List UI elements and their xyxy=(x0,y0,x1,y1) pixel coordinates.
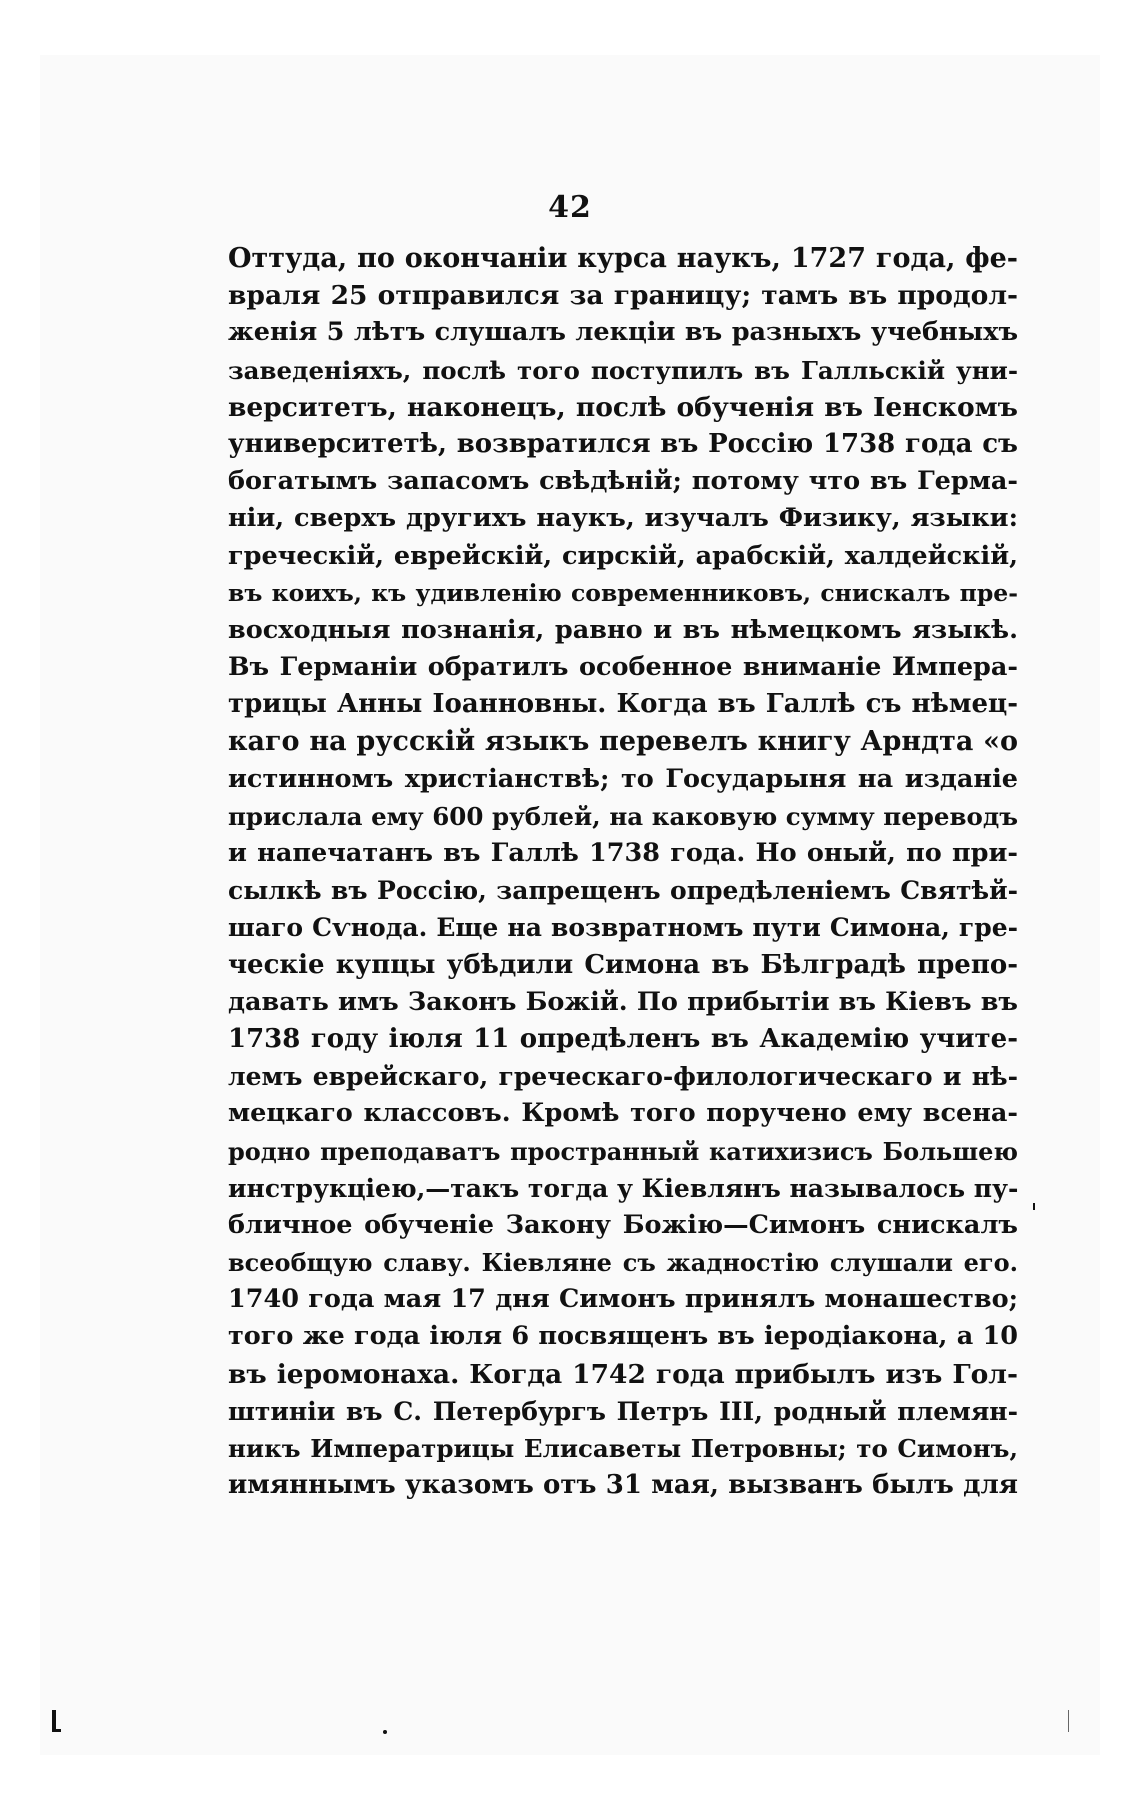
scan-artifact-right xyxy=(1068,1710,1069,1732)
text-line: враля 25 отправился за границу; тамъ въ продол- xyxy=(228,280,1018,312)
text-line: греческій, еврейскій, сирскій, арабскій, халдейскій, xyxy=(228,540,1018,571)
text-line: 1738 году іюля 11 опредѣленъ въ Академію учите- xyxy=(228,1023,1018,1054)
scan-artifact-left xyxy=(52,1710,56,1732)
body-text xyxy=(228,240,1018,1504)
scan-artifact-dot xyxy=(383,1730,387,1734)
text-line: университетѣ, возвратился въ Россію 1738 года съ xyxy=(228,428,1018,459)
text-line: трицы Анны Іоанновны. Когда въ Галлѣ съ нѣмец- xyxy=(228,689,1018,720)
text-line: женія 5 лѣтъ слушалъ лекціи въ разныхъ учебныхъ xyxy=(228,317,1018,348)
text-line: ніи, сверхъ другихъ наукъ, изучалъ Физику, языки: xyxy=(228,503,1018,534)
text-line: бличное обученіе Закону Божію—Симонъ снискалъ xyxy=(228,1209,1018,1240)
text-line: Въ Германіи обратилъ особенное вниманіе Импера- xyxy=(228,652,1018,683)
text-line: никъ Императрицы Елисаветы Петровны; то Симонъ, xyxy=(228,1434,1018,1463)
text-line: верситетъ, наконецъ, послѣ обученія въ Іенскомъ xyxy=(228,391,1018,423)
text-line: въ іеромонаха. Когда 1742 года прибылъ изъ Гол- xyxy=(228,1358,1018,1390)
text-line: заведеніяхъ, послѣ того поступилъ въ Галльскій уни- xyxy=(228,355,1018,385)
page-number: 42 xyxy=(548,190,592,225)
text-line: всеобщую славу. Кіевляне съ жадностію слушали его. xyxy=(228,1248,1018,1278)
text-line: давать имъ Законъ Божій. По прибытіи въ Кіевъ въ xyxy=(228,986,1018,1017)
text-line: Оттуда, по окончаніи курса наукъ, 1727 года, фе- xyxy=(228,243,1018,274)
text-line: прислала ему 600 рублей, на каковую сумму переводъ xyxy=(228,801,1018,831)
text-line: штиніи въ С. Петербургъ Петръ III, родный племян- xyxy=(228,1396,1018,1426)
text-line: лемъ еврейскаго, греческаго-филологическаго и нѣ- xyxy=(228,1062,1018,1092)
text-line: того же года іюля 6 посвященъ въ іеродіакона, а 10 xyxy=(228,1321,1018,1352)
text-line: и напечатанъ въ Галлѣ 1738 года. Но оный, по при- xyxy=(228,838,1018,868)
text-line: инструкціею,—такъ тогда у Кіевлянъ называлось пу- xyxy=(228,1173,1019,1203)
text-line: шаго Сѵнода. Еще на возвратномъ пути Симона, гре- xyxy=(228,913,1018,943)
text-line: въ коихъ, къ удивленію современниковъ, снискалъ пре- xyxy=(228,578,1018,607)
text-line: ческіе купцы убѣдили Симона въ Бѣлградѣ препо- xyxy=(228,949,1018,980)
text-line: каго на русскій языкъ перевелъ книгу Арндта «о xyxy=(228,726,1018,758)
text-line: восходныя познанія, равно и въ нѣмецкомъ языкѣ. xyxy=(228,614,1018,645)
text-line: родно преподаватъ пространный катихизисъ Большею xyxy=(228,1136,1018,1166)
text-line: богатымъ запасомъ свѣдѣній; потому что въ Герма- xyxy=(228,466,1018,497)
text-line: мецкаго классовъ. Кромѣ того поручено ему всена- xyxy=(228,1098,1018,1129)
text-line: имяннымъ указомъ отъ 31 мая, вызванъ былъ для xyxy=(228,1470,1018,1501)
text-line: 1740 года мая 17 дня Симонъ принялъ монашество; xyxy=(228,1284,1018,1315)
margin-tick-mark xyxy=(1033,1203,1035,1210)
text-line: истинномъ христіанствѣ; то Государыня на изданіе xyxy=(228,763,1018,794)
text-line: сылкѣ въ Россію, запрещенъ опредѣленіемъ Святѣй- xyxy=(228,876,1018,906)
